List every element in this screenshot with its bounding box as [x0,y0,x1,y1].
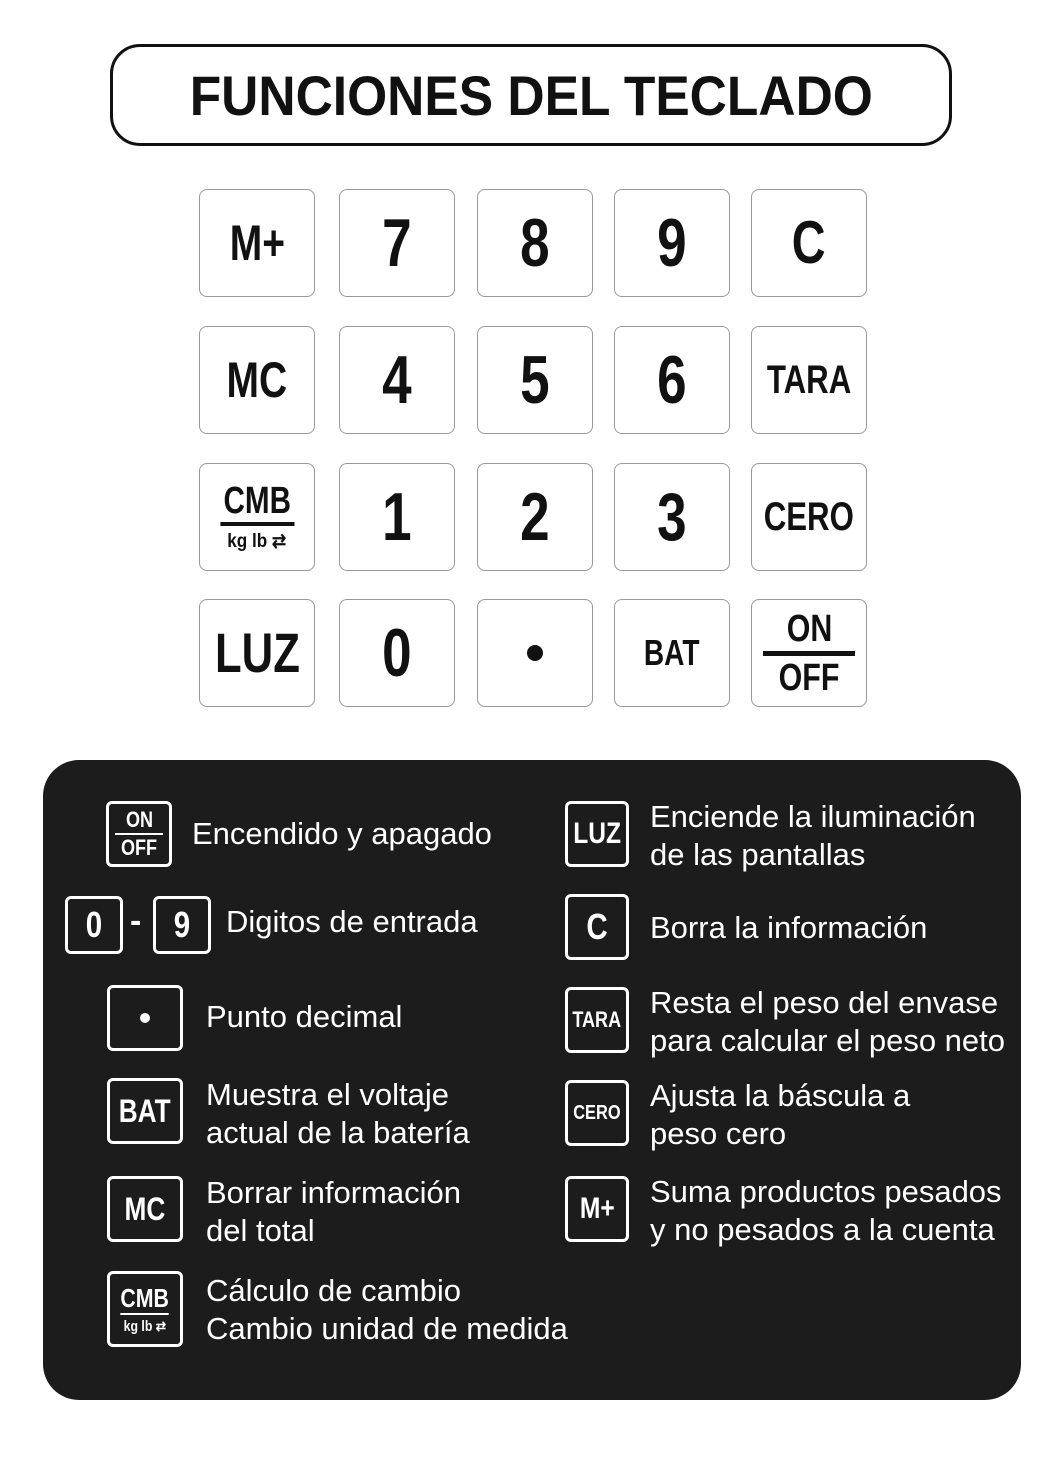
key-2[interactable]: 2 [477,463,593,571]
key-luz[interactable]: LUZ [199,599,315,707]
legend-desc-cmb-2: Cambio unidad de medida [206,1311,568,1346]
key-on-off[interactable]: ON OFF [751,599,867,707]
key-mc[interactable]: MC [199,326,315,434]
legend-desc-cmb-1: Cálculo de cambio [206,1273,462,1308]
key-1[interactable]: 1 [339,463,455,571]
key-4[interactable]: 4 [339,326,455,434]
legend-key-0: 0 [65,896,123,954]
legend-desc-m-plus-1: Suma productos pesados [650,1174,1002,1209]
legend-desc-luz-1: Enciende la iluminación [650,799,976,834]
key-8[interactable]: 8 [477,189,593,297]
legend-key-mc: MC [107,1176,183,1242]
dot-icon [527,645,543,661]
legend-desc-bat-1: Muestra el voltaje [206,1077,449,1112]
legend-key-tara: TARA [565,987,629,1053]
page-title: FUNCIONES DEL TECLADO [189,63,873,127]
legend-desc-mc-2: del total [206,1213,315,1248]
legend-key-cmb: CMB kg lb ⇄ [107,1271,183,1347]
key-cmb[interactable]: CMB kg lb ⇄ [199,463,315,571]
legend-key-9: 9 [153,896,211,954]
legend-desc-tara-2: para calcular el peso neto [650,1023,1006,1058]
key-0[interactable]: 0 [339,599,455,707]
key-9[interactable]: 9 [614,189,730,297]
legend-desc-decimal: Punto decimal [206,999,403,1034]
legend-desc-m-plus-2: y no pesados a la cuenta [650,1212,995,1247]
legend-key-c: C [565,894,629,960]
legend-desc-bat-2: actual de la batería [206,1115,470,1150]
legend-key-cero: CERO [565,1080,629,1146]
legend-desc-c: Borra la información [650,910,928,945]
legend-key-on-off: ON OFF [106,801,172,867]
key-cero[interactable]: CERO [751,463,867,571]
key-6[interactable]: 6 [614,326,730,434]
key-c[interactable]: C [751,189,867,297]
key-3[interactable]: 3 [614,463,730,571]
legend-desc-digits: Digitos de entrada [226,904,478,939]
legend-desc-on-off: Encendido y apagado [192,816,492,851]
legend-desc-cero-2: peso cero [650,1116,787,1151]
legend-digit-separator: - [130,902,142,940]
legend-key-m-plus: M+ [565,1176,629,1242]
key-tara[interactable]: TARA [751,326,867,434]
title-banner [110,44,952,146]
dot-icon [140,1013,150,1023]
key-m-plus[interactable]: M+ [199,189,315,297]
legend-desc-luz-2: de las pantallas [650,837,866,872]
key-5[interactable]: 5 [477,326,593,434]
key-7[interactable]: 7 [339,189,455,297]
legend-desc-tara-1: Resta el peso del envase [650,985,999,1020]
legend-desc-cero-1: Ajusta la báscula a [650,1078,911,1113]
legend-key-decimal-point [107,985,183,1051]
legend-key-bat: BAT [107,1078,183,1144]
key-decimal-point[interactable] [477,599,593,707]
legend-desc-mc-1: Borrar información [206,1175,461,1210]
legend-key-luz: LUZ [565,801,629,867]
key-bat[interactable]: BAT [614,599,730,707]
